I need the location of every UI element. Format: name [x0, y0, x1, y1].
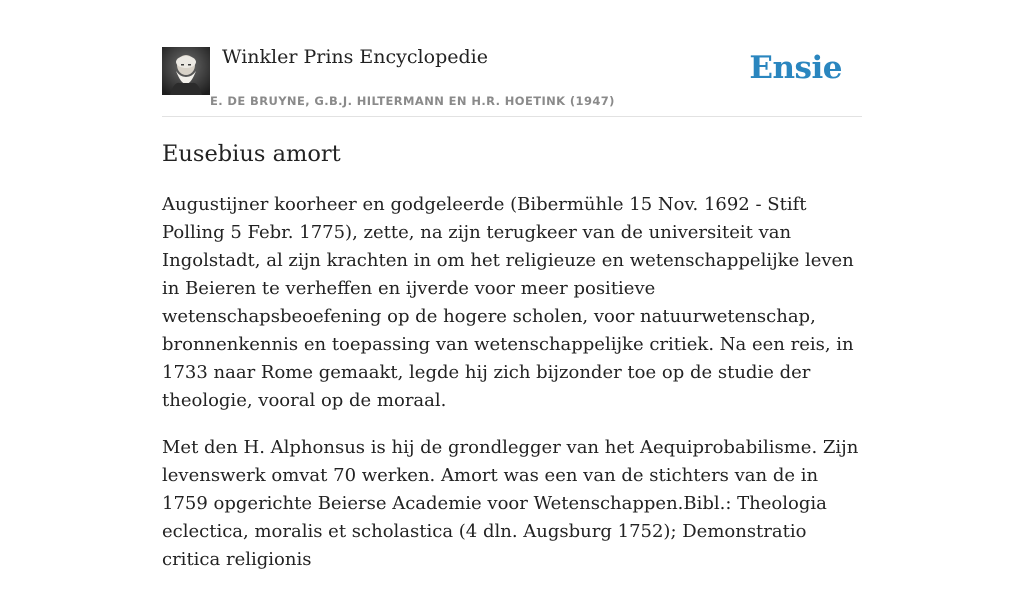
author-avatar[interactable] — [162, 47, 210, 95]
portrait-icon — [162, 47, 210, 95]
source-header — [162, 44, 862, 117]
article-paragraph: Met den H. Alphonsus is hij de grondlegger van het Aequiprobabilisme. Zijn levenswerk omvat 70 werken. Amort was een van de stichters van de in 1759 opgerichte Beierse Academie voor Wetenschappen.Bibl.: Theologia eclectica, moralis et scholastica (4 dln. Augsburg 1752); Demonstratio critica religionis — [162, 437, 859, 570]
article — [162, 138, 862, 593]
source-title[interactable]: Winkler Prins Encyclopedie — [222, 46, 488, 68]
source-authors: E. DE BRUYNE, G.B.J. HILTERMANN EN H.R. HOETINK (1947) — [210, 94, 615, 108]
article-title: Eusebius amort — [162, 141, 341, 167]
ensie-logo-link[interactable]: Ensie — [749, 50, 842, 86]
article-paragraph: Augustijner koorheer en godgeleerde (Bibermühle 15 Nov. 1692 - Stift Polling 5 Febr. 1775), zette, na zijn terugkeer van de universiteit van Ingolstadt, al zijn krachten in om het religieuze en wetenschappelijke leven in Beieren te verheffen en ijverde voor meer positieve wetenschapsbeoefening op de hogere scholen, voor natuurwetenschap, bronnenkennis en toepassing van wetenschappelijke critiek. Na een reis, in 1733 naar Rome gemaakt, legde hij zich bijzonder toe op de studie der theologie, vooral op de moraal. — [162, 194, 854, 411]
